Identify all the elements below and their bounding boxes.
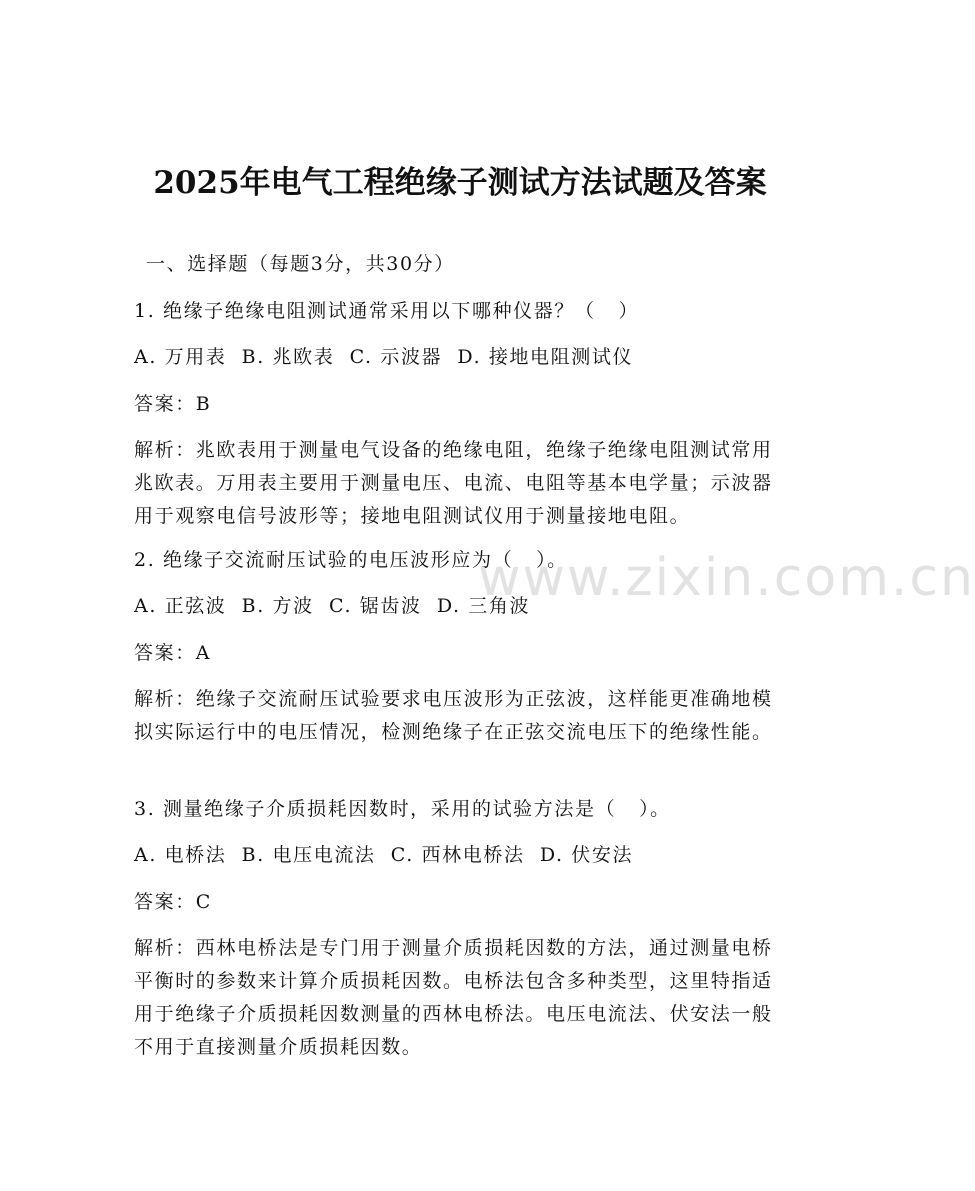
- question-3-stem: 3. 测量绝缘子介质损耗因数时，采用的试验方法是（ ）。: [134, 798, 671, 820]
- question-3-analysis: 解析：西林电桥法是专门用于测量介质损耗因数的方法，通过测量电桥平衡时的参数来计算介质损耗因数。电桥法包含多种类型，这里特指适用于绝缘子介质损耗因数测量的西林电桥法。电压电流法、伏安法一般不用于直接测量介质损耗因数。: [134, 937, 773, 1058]
- question-1-analysis: 解析：兆欧表用于测量电气设备的绝缘电阻，绝缘子绝缘电阻测试常用兆欧表。万用表主要用于测量电压、电流、电阻等基本电学量；示波器用于观察电信号波形等；接地电阻测试仪用于测量接地电阻。: [134, 439, 773, 527]
- question-3-options: A. 电桥法 B. 电压电流法 C. 西林电桥法 D. 伏安法: [134, 844, 634, 866]
- question-2-options: A. 正弦波 B. 方波 C. 锯齿波 D. 三角波: [134, 595, 531, 617]
- watermark: www.zixin.com.cn: [478, 548, 975, 608]
- document-title: 2025年电气工程绝缘子测试方法试题及答案: [153, 165, 767, 201]
- question-1-stem: 1. 绝缘子绝缘电阻测试通常采用以下哪种仪器？（ ）: [134, 300, 640, 322]
- question-2-answer: 答案：A: [134, 642, 212, 664]
- question-1-answer: 答案：B: [134, 393, 212, 415]
- question-1-options: A. 万用表 B. 兆欧表 C. 示波器 D. 接地电阻测试仪: [134, 346, 634, 368]
- question-2-stem: 2. 绝缘子交流耐压试验的电压波形应为（ ）。: [134, 549, 568, 571]
- section-heading: 一、选择题（每题3分，共30分）: [146, 253, 455, 275]
- question-3-answer: 答案：C: [134, 891, 212, 913]
- question-2-analysis: 解析：绝缘子交流耐压试验要求电压波形为正弦波，这样能更准确地模拟实际运行中的电压情况，检测绝缘子在正弦交流电压下的绝缘性能。: [134, 688, 773, 743]
